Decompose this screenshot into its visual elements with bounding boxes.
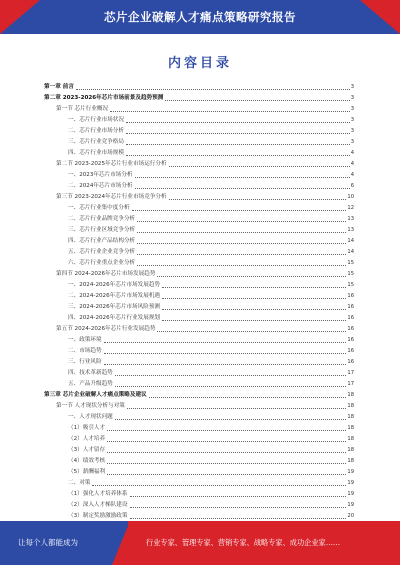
toc-entry-page: 16	[347, 315, 354, 321]
toc-entry[interactable]	[44, 478, 354, 489]
toc-entry-label: （2）人才培养	[68, 434, 106, 445]
toc-leader-dots	[137, 220, 346, 222]
toc-entry-label: 二、市场趋势	[68, 346, 103, 357]
toc-entry-label: 第二节 2023-2025年芯片行业市场运行分析	[56, 159, 168, 170]
toc-entry-page: 14	[347, 238, 354, 244]
toc-entry-page: 3	[350, 84, 354, 90]
toc-entry-label: 第二章 2023-2026年芯片市场前景及趋势预测	[44, 93, 164, 104]
toc-entry-page: 16	[347, 337, 354, 343]
toc-entry-label: 三、行业风险	[68, 357, 103, 368]
toc-entry-label: 第四节 2024-2026年芯片市场发展趋势	[56, 269, 156, 280]
toc-entry[interactable]	[44, 93, 354, 104]
header-left-accent	[0, 0, 40, 34]
toc-entry[interactable]	[44, 159, 354, 170]
toc-leader-dots	[137, 264, 346, 266]
toc-entry-label: （5）薪酬福利	[68, 467, 106, 478]
toc-entry-label: 二、2024-2026年芯片市场发展机遇	[68, 291, 161, 302]
toc-entry-label: 四、芯片行业市场规模	[68, 148, 125, 159]
toc-entry-page: 4	[350, 172, 354, 178]
toc-leader-dots	[149, 396, 347, 398]
toc-entry[interactable]	[44, 203, 354, 214]
toc-leader-dots	[115, 385, 347, 387]
toc-entry[interactable]	[44, 269, 354, 280]
toc-entry[interactable]	[44, 335, 354, 346]
toc-entry-page: 15	[347, 271, 354, 277]
toc-leader-dots	[107, 451, 346, 453]
toc-leader-dots	[157, 330, 346, 332]
toc-entry-label: （3）制定奖励激励政策	[68, 511, 129, 522]
toc-leader-dots	[107, 462, 346, 464]
toc-leader-dots	[126, 154, 350, 156]
toc-entry[interactable]	[44, 170, 354, 181]
toc-entry[interactable]	[44, 82, 354, 93]
toc-entry[interactable]	[44, 302, 354, 313]
toc-leader-dots	[76, 88, 350, 90]
toc-leader-dots	[132, 209, 347, 211]
toc-entry-page: 19	[347, 480, 354, 486]
toc-leader-dots	[137, 242, 346, 244]
toc-leader-dots	[135, 187, 350, 189]
toc-entry[interactable]	[44, 148, 354, 159]
toc-entry-label: （2）深入人才梯队建设	[68, 500, 129, 511]
toc-entry[interactable]	[44, 291, 354, 302]
toc-entry[interactable]	[44, 456, 354, 467]
toc-entry-label: （1）强化人才培养体系	[68, 489, 129, 500]
toc-entry-page: 3	[350, 128, 354, 134]
toc-entry[interactable]	[44, 247, 354, 258]
toc-entry-label: （4）绩效考核	[68, 456, 106, 467]
toc-entry-label: 二、2024年芯片市场分析	[68, 181, 134, 192]
toc-entry-label: 一、人才现状问题	[68, 412, 114, 423]
footer-tagline: 行业专家、管理专家、营销专家、战略专家、成功企业家……	[146, 538, 341, 547]
toc-entry-page: 16	[347, 348, 354, 354]
toc-entry-label: 第五节 2024-2026年芯片行业发展趋势	[56, 324, 156, 335]
toc-entry-page: 4	[350, 161, 354, 167]
toc-entry-label: 第一章 前言	[44, 82, 75, 93]
toc-entry-page: 16	[347, 326, 354, 332]
toc-entry[interactable]	[44, 346, 354, 357]
toc-entry-page: 18	[347, 392, 354, 398]
toc-entry[interactable]	[44, 104, 354, 115]
toc-leader-dots	[126, 143, 350, 145]
toc-entry-label: 三、芯片行业竞争格局	[68, 137, 125, 148]
toc-entry[interactable]	[44, 258, 354, 269]
toc-entry-page: 3	[350, 95, 354, 101]
toc-entry-label: 四、技术革新趋势	[68, 368, 114, 379]
toc-leader-dots	[115, 418, 347, 420]
toc-entry[interactable]	[44, 445, 354, 456]
toc-entry[interactable]	[44, 236, 354, 247]
toc-entry-label: 四、芯片行业产品结构分析	[68, 236, 136, 247]
toc-entry-page: 10	[347, 194, 354, 200]
toc-entry-page: 13	[347, 227, 354, 233]
toc-entry-page: 3	[350, 139, 354, 145]
toc-entry[interactable]	[44, 434, 354, 445]
toc-entry-page: 16	[347, 304, 354, 310]
toc-leader-dots	[104, 341, 347, 343]
toc-leader-dots	[126, 132, 350, 134]
toc-leader-dots	[130, 506, 347, 508]
toc-leader-dots	[126, 121, 350, 123]
toc-leader-dots	[135, 176, 350, 178]
header-right-accent	[360, 0, 400, 34]
toc-leader-dots	[92, 484, 346, 486]
toc-entry-label: 三、2024-2026年芯片市场风险预测	[68, 302, 161, 313]
toc-entry-label: 五、芯片行业企业竞争分析	[68, 247, 136, 258]
toc-entry-label: 一、芯片行业集中度分析	[68, 203, 131, 214]
toc-leader-dots	[104, 352, 347, 354]
toc-entry-label: 二、芯片行业市场分析	[68, 126, 125, 137]
toc-leader-dots	[107, 440, 346, 442]
toc-entry-page: 18	[347, 447, 354, 453]
toc-entry-label: 二、芯片行业品牌竞争分析	[68, 214, 136, 225]
toc-entry-page: 18	[347, 403, 354, 409]
toc-entry[interactable]	[44, 390, 354, 401]
toc-entry-label: 一、2023年芯片市场分析	[68, 170, 134, 181]
toc-entry[interactable]	[44, 280, 354, 291]
toc-leader-dots	[162, 319, 346, 321]
toc-entry-label: 第一节 人才现状分析与对策	[56, 401, 126, 412]
toc-entry-page: 15	[347, 282, 354, 288]
toc-leader-dots	[165, 99, 349, 101]
toc-entry-page: 17	[347, 381, 354, 387]
toc-entry-page: 17	[347, 370, 354, 376]
toc-entry[interactable]	[44, 423, 354, 434]
footer-divider	[112, 521, 130, 565]
toc-entry[interactable]	[44, 467, 354, 478]
toc-entry[interactable]	[44, 192, 354, 203]
toc-entry-label: 二、对策	[68, 478, 91, 489]
toc-entry[interactable]	[44, 357, 354, 368]
toc-entry-page: 18	[347, 436, 354, 442]
toc-entry-label: 第三章 芯片企业破解人才痛点策略及建议	[44, 390, 148, 401]
toc-entry-page: 16	[347, 359, 354, 365]
toc-entry-page: 6	[350, 183, 354, 189]
toc-entry[interactable]	[44, 324, 354, 335]
toc-leader-dots	[137, 231, 346, 233]
toc-entry-page: 18	[347, 414, 354, 420]
toc-entry-page: 18	[347, 425, 354, 431]
toc-entry-page: 4	[350, 150, 354, 156]
toc-entry-page: 19	[347, 469, 354, 475]
toc-leader-dots	[137, 253, 346, 255]
toc-entry-label: 五、产品升级趋势	[68, 379, 114, 390]
toc-entry[interactable]	[44, 313, 354, 324]
toc-entry-page: 16	[347, 293, 354, 299]
toc-leader-dots	[157, 275, 346, 277]
toc-leader-dots	[110, 110, 350, 112]
toc-entry-page: 13	[347, 216, 354, 222]
toc-entry[interactable]	[44, 181, 354, 192]
toc-leader-dots	[127, 407, 346, 409]
toc-entry[interactable]	[44, 137, 354, 148]
toc-entry[interactable]	[44, 500, 354, 511]
toc-leader-dots	[169, 198, 347, 200]
toc-entry[interactable]	[44, 412, 354, 423]
toc-entry-page: 19	[347, 491, 354, 497]
toc-entry[interactable]	[44, 115, 354, 126]
toc-entry-page: 12	[347, 205, 354, 211]
toc-entry-page: 3	[350, 117, 354, 123]
toc-entry[interactable]	[44, 126, 354, 137]
toc-heading: 内容目录	[167, 56, 232, 71]
toc-entry[interactable]	[44, 489, 354, 500]
toc-leader-dots	[115, 374, 347, 376]
toc-entry[interactable]	[44, 368, 354, 379]
toc-entry-label: 一、政策环境	[68, 335, 103, 346]
toc-entry-label: 六、芯片行业重点企业分析	[68, 258, 136, 269]
toc-leader-dots	[162, 308, 346, 310]
toc-entry[interactable]	[44, 379, 354, 390]
toc-entry-page: 20	[347, 513, 354, 519]
toc-leader-dots	[130, 517, 347, 519]
toc-entry-label: 三、芯片行业区域竞争分析	[68, 225, 136, 236]
toc-leader-dots	[104, 363, 347, 365]
toc-entry-page: 15	[347, 260, 354, 266]
toc-entry[interactable]	[44, 401, 354, 412]
toc-leader-dots	[162, 286, 346, 288]
toc-entry-label: 一、2024-2026年芯片市场发展趋势	[68, 280, 161, 291]
toc-entry-page: 14	[347, 249, 354, 255]
toc-entry-label: 第一节 芯片行业概况	[56, 104, 109, 115]
toc-leader-dots	[107, 429, 346, 431]
footer-slogan: 让每个人都能成为	[18, 538, 78, 547]
toc-entry-page: 3	[350, 106, 354, 112]
toc-leader-dots	[107, 473, 346, 475]
toc-entry-page: 19	[347, 502, 354, 508]
toc-leader-dots	[169, 165, 350, 167]
toc-entry-label: （1）吸引人才	[68, 423, 106, 434]
page-footer	[0, 521, 400, 565]
report-title: 芯片企业破解人才痛点策略研究报告	[104, 10, 296, 24]
table-of-contents	[44, 82, 354, 544]
toc-leader-dots	[130, 495, 347, 497]
toc-entry-label: （3）人才留存	[68, 445, 106, 456]
toc-entry-page: 18	[347, 458, 354, 464]
toc-entry[interactable]	[44, 225, 354, 236]
page-header	[0, 0, 400, 34]
toc-entry-label: 一、芯片行业市场状况	[68, 115, 125, 126]
toc-leader-dots	[162, 297, 346, 299]
toc-entry-label: 四、2024-2026年芯片行业发展规划	[68, 313, 161, 324]
toc-entry[interactable]	[44, 214, 354, 225]
toc-entry-label: 第三节 2023-2024年芯片行业市场竞争分析	[56, 192, 168, 203]
